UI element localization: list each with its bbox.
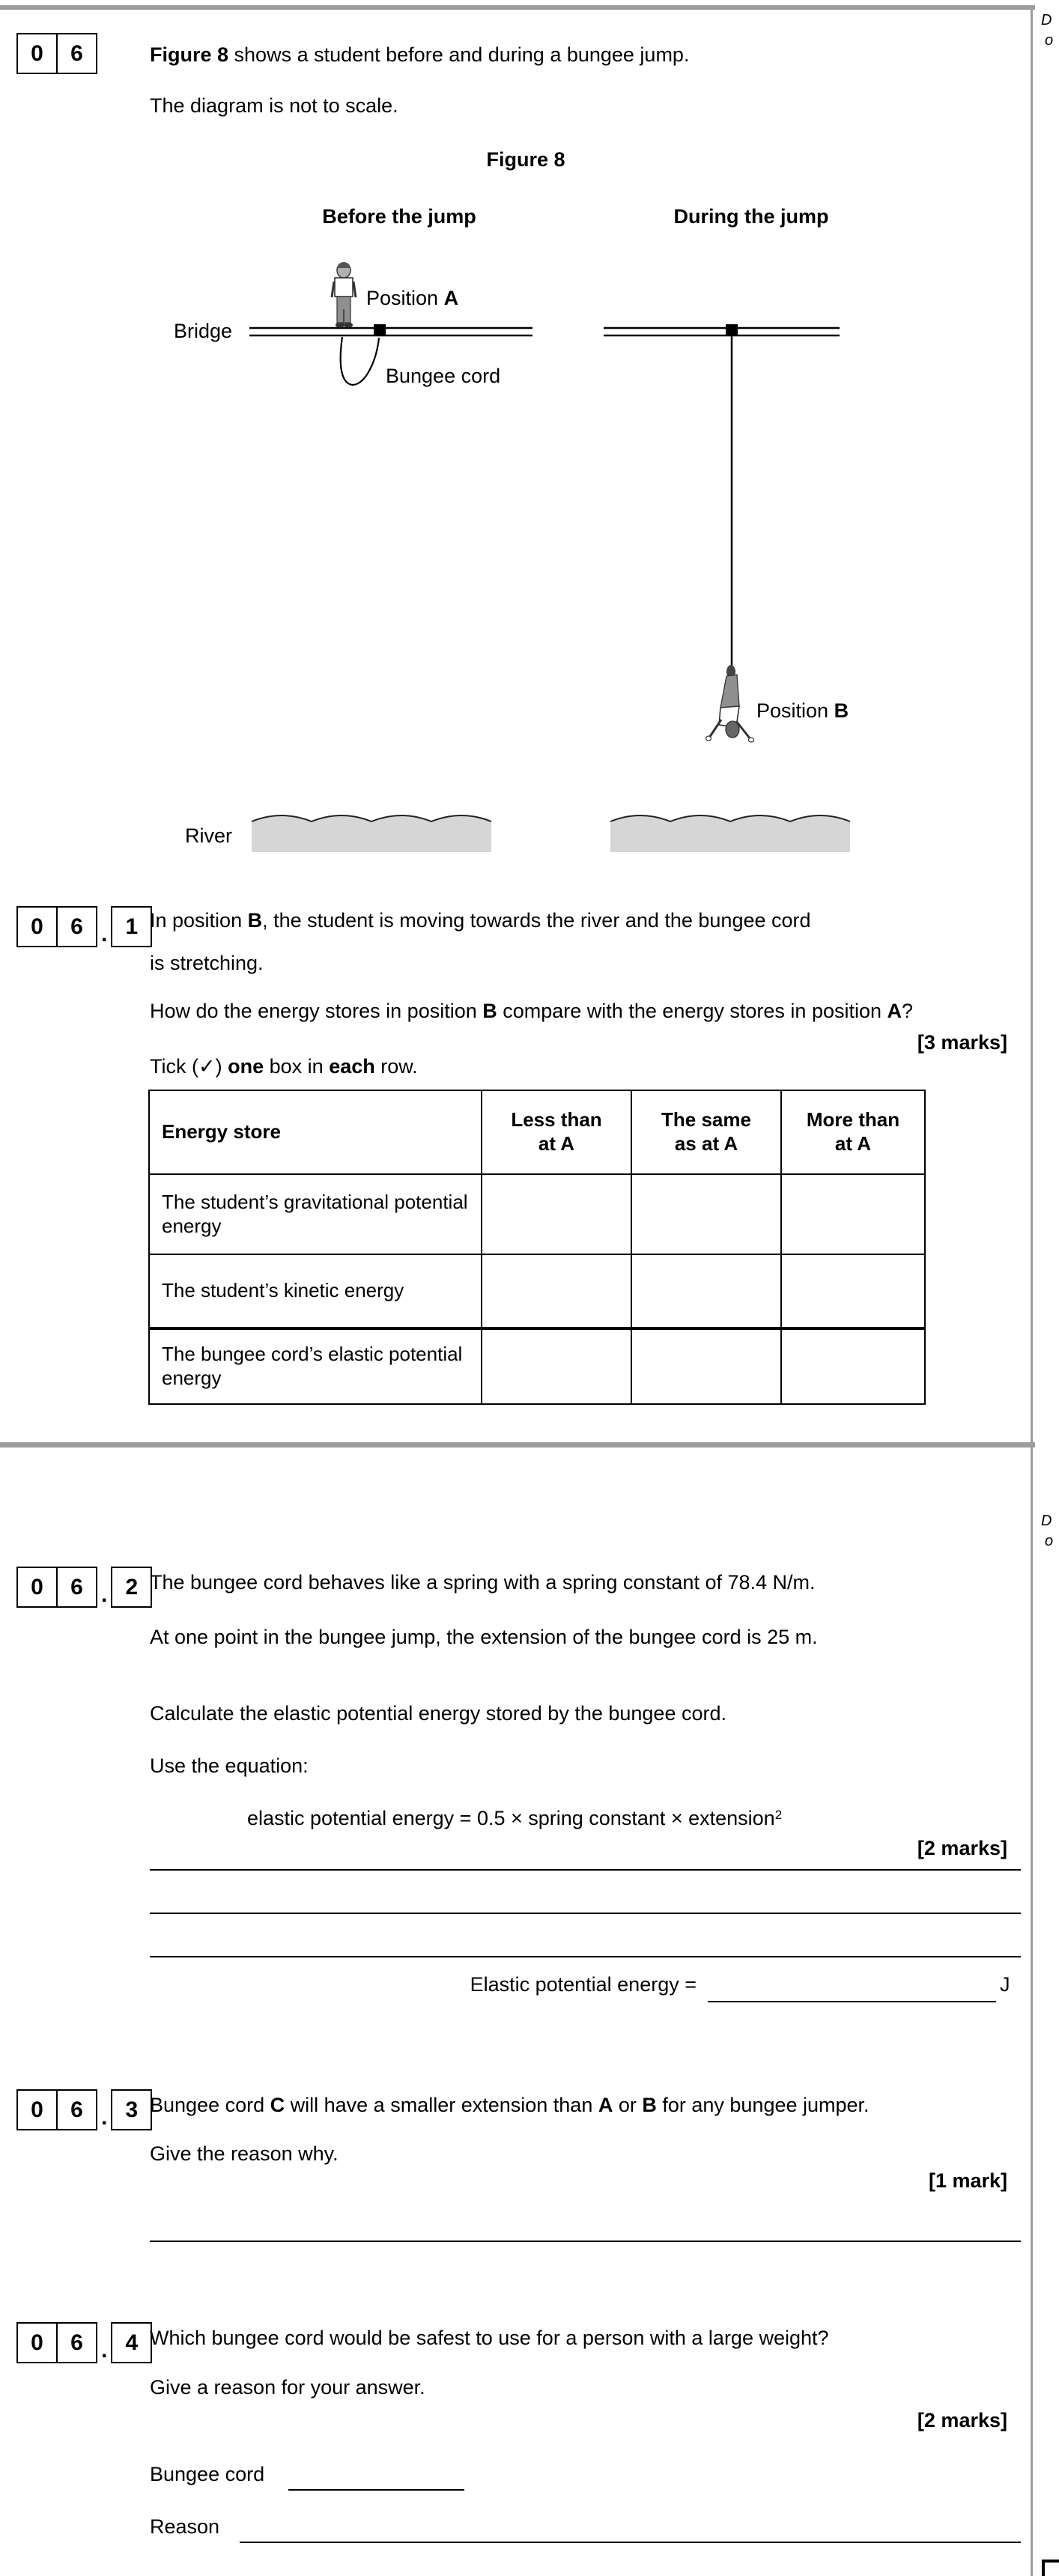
- tick-cell-epe-less[interactable]: [481, 1327, 631, 1403]
- q06-2-marks: [2 marks]: [917, 1837, 1007, 1859]
- question-subnumber-box: [111, 2322, 152, 2363]
- text-part: B: [247, 909, 263, 932]
- question-digit: 4: [125, 2330, 139, 2355]
- answer-line-3[interactable]: [150, 1956, 1021, 1957]
- table-header-same-as: [631, 1091, 780, 1173]
- question-number-dot: .: [101, 2105, 108, 2130]
- reason-answer-blank[interactable]: [240, 2542, 1021, 2543]
- position-a-label: [366, 286, 458, 312]
- river-left: [252, 815, 491, 852]
- tick-cell-epe-same[interactable]: [631, 1327, 780, 1403]
- page-right-border-2: [1031, 1448, 1033, 2576]
- q06-3-line1: [150, 2093, 870, 2118]
- cord-anchor-right: [726, 324, 738, 336]
- question-number-box: [16, 1567, 97, 1608]
- question-digit: 6: [56, 2324, 96, 2362]
- epe-answer-blank[interactable]: [708, 2001, 996, 2002]
- text-part: at A: [834, 1132, 872, 1155]
- text-part: row.: [374, 1055, 418, 1078]
- q06-3-line2: Give the reason why.: [150, 2142, 339, 2165]
- q06-1-marks: [3 marks]: [917, 1031, 1007, 1054]
- figure-8-diagram: [0, 247, 1059, 869]
- text-part: as at A: [674, 1132, 738, 1155]
- river-label: River: [185, 824, 233, 847]
- question-number-box: [16, 2089, 97, 2130]
- position-b-label: [756, 699, 849, 724]
- margin-note-letter: o: [1045, 32, 1054, 49]
- table-row-epe-label: The bungee cord’s elastic potential energy: [150, 1327, 481, 1403]
- question-number-06-2: [16, 1567, 152, 1608]
- table-header-more-than: [780, 1091, 924, 1173]
- q06-2-line1: The bungee cord behaves like a spring with a spring constant of 78.4 N/m.: [150, 1571, 816, 1594]
- tick-cell-gpe-less[interactable]: [481, 1173, 631, 1254]
- text-part: More than: [806, 1108, 900, 1131]
- text-part: Tick (✓): [150, 1055, 228, 1078]
- q06-2-line3: Calculate the elastic potential energy stored by the bungee cord.: [150, 1702, 726, 1725]
- before-jump-label: Before the jump: [322, 205, 476, 228]
- bridge-label: Bridge: [174, 320, 233, 342]
- question-number-dot: .: [101, 922, 108, 947]
- question-digit: 6: [56, 908, 96, 946]
- bridge-right: [604, 328, 840, 335]
- text-part: B: [834, 699, 849, 722]
- question-digit: 1: [125, 914, 139, 939]
- tick-cell-ke-same[interactable]: [631, 1254, 780, 1327]
- question-number-06: [16, 33, 97, 74]
- answer-line-2[interactable]: [150, 1913, 1021, 1914]
- river-right: [610, 815, 850, 852]
- text-part: at A: [538, 1132, 575, 1155]
- table-row-gpe-label: The student’s gravitational potential energy: [150, 1173, 481, 1254]
- equation-superscript: 2: [774, 1808, 783, 1822]
- text-part: Less than: [511, 1108, 602, 1131]
- question-digit: 6: [56, 1568, 96, 1606]
- q06-2-line2: At one point in the bungee jump, the extension of the bungee cord is 25 m.: [150, 1626, 818, 1648]
- q06-2-equation: [247, 1806, 782, 1832]
- figure-title: Figure 8: [486, 148, 565, 171]
- tick-cell-epe-more[interactable]: [780, 1327, 924, 1403]
- bungee-cord-label: Bungee cord: [386, 365, 501, 387]
- bungee-cord-loop: [341, 337, 379, 385]
- text-part: Bungee cord: [150, 2094, 270, 2116]
- text-part: In position: [150, 909, 248, 932]
- text-part: each: [329, 1055, 375, 1078]
- q06-1-line1: [150, 908, 811, 934]
- table-header-energy-store: Energy store: [162, 1120, 281, 1143]
- energy-store-table: [148, 1090, 926, 1405]
- text-part: The same: [661, 1108, 751, 1131]
- student-standing-figure: [332, 262, 356, 328]
- table-header-less-than: [481, 1091, 631, 1173]
- text-part: shows a student before and during a bungee jump.: [228, 43, 690, 66]
- answer-line-1[interactable]: [150, 1869, 1021, 1871]
- text-part: A: [443, 287, 459, 309]
- epe-answer-label: Elastic potential energy =: [470, 1973, 697, 1996]
- question-number-box: [16, 2322, 97, 2363]
- q06-scale-line: The diagram is not to scale.: [150, 94, 398, 117]
- table-row-ke-label: The student’s kinetic energy: [150, 1254, 481, 1327]
- question-digit: 0: [31, 40, 43, 66]
- text-part: ?: [902, 1000, 914, 1022]
- bungee-cord-answer-blank[interactable]: [288, 2489, 464, 2491]
- question-digit: 2: [125, 1574, 139, 1600]
- tick-cell-gpe-same[interactable]: [631, 1173, 780, 1254]
- bridge-left: [249, 328, 532, 335]
- marks-total-box-corner: [1042, 2560, 1059, 2576]
- text-part: B: [642, 2094, 657, 2116]
- question-number-06-3: [16, 2089, 152, 2130]
- q06-1-line2: is stretching.: [150, 952, 264, 974]
- page-divider: [0, 1442, 1035, 1448]
- q06-3-marks: [1 mark]: [928, 2169, 1007, 2192]
- question-digit: 0: [31, 1574, 43, 1600]
- text-part: How do the energy stores in position: [150, 1000, 483, 1022]
- question-number-dot: .: [101, 1582, 108, 1607]
- q06-2-use-equation: Use the equation:: [150, 1755, 309, 1777]
- text-part: A: [887, 1000, 902, 1022]
- question-digit: 3: [125, 2097, 139, 2122]
- question-number-06-4: [16, 2322, 152, 2363]
- question-subnumber-box: [111, 1567, 152, 1608]
- reason-answer-label: Reason: [150, 2515, 220, 2538]
- question-number-dot: .: [101, 2338, 108, 2363]
- q06-4-line1: Which bungee cord would be safest to use for a person with a large weight?: [150, 2327, 829, 2349]
- tick-cell-ke-more[interactable]: [780, 1254, 924, 1327]
- question-number-06-1: [16, 906, 152, 947]
- text-part: one: [228, 1055, 264, 1078]
- text-part: or: [613, 2094, 643, 2116]
- page-top-edge: [0, 5, 1035, 10]
- text-part: Figure 8: [150, 43, 229, 66]
- q06-1-tick-instruction: [150, 1054, 418, 1080]
- margin-note-letter: o: [1045, 1533, 1054, 1549]
- tick-cell-gpe-more[interactable]: [780, 1173, 924, 1254]
- text-part: for any bungee jumper.: [656, 2094, 870, 2116]
- question-subnumber-box: [111, 906, 152, 947]
- question-number-box: [16, 906, 97, 947]
- student-hanging-figure: [706, 665, 754, 742]
- bungee-cord-answer-label: Bungee cord: [150, 2463, 265, 2485]
- question-digit: 0: [31, 914, 43, 939]
- text-part: Position: [756, 699, 834, 722]
- equation-text: elastic potential energy = 0.5 × spring constant × extension: [247, 1807, 775, 1829]
- text-part: will have a smaller extension than: [285, 2094, 598, 2116]
- text-part: B: [482, 1000, 497, 1022]
- q06-4-line2: Give a reason for your answer.: [150, 2376, 425, 2399]
- question-digit: 0: [31, 2097, 43, 2122]
- question-digit: 6: [56, 2091, 96, 2129]
- question-subnumber-box: [111, 2089, 152, 2130]
- text-part: C: [270, 2094, 285, 2116]
- epe-unit-label: J: [1000, 1973, 1010, 1996]
- margin-note-page2: [1041, 1511, 1053, 1552]
- question-digit: 6: [56, 34, 96, 73]
- during-jump-label: During the jump: [673, 205, 829, 228]
- margin-note-top: [1041, 10, 1053, 51]
- question-digit: 0: [31, 2330, 43, 2355]
- text-part: box in: [264, 1055, 330, 1078]
- q06-intro-line: [150, 43, 689, 68]
- question-number-box: [16, 33, 97, 74]
- text-part: Position: [366, 287, 444, 309]
- q06-3-answer-line[interactable]: [150, 2241, 1021, 2242]
- text-part: , the student is moving towards the river and the bungee cord: [262, 909, 811, 932]
- tick-cell-ke-less[interactable]: [481, 1254, 631, 1327]
- margin-note-letter: D: [1041, 1513, 1052, 1529]
- cord-anchor-left: [374, 324, 386, 336]
- text-part: A: [598, 2094, 613, 2116]
- margin-note-letter: D: [1041, 12, 1052, 28]
- text-part: compare with the energy stores in position: [497, 1000, 887, 1022]
- q06-4-marks: [2 marks]: [917, 2409, 1007, 2431]
- q06-1-question-line: [150, 999, 913, 1024]
